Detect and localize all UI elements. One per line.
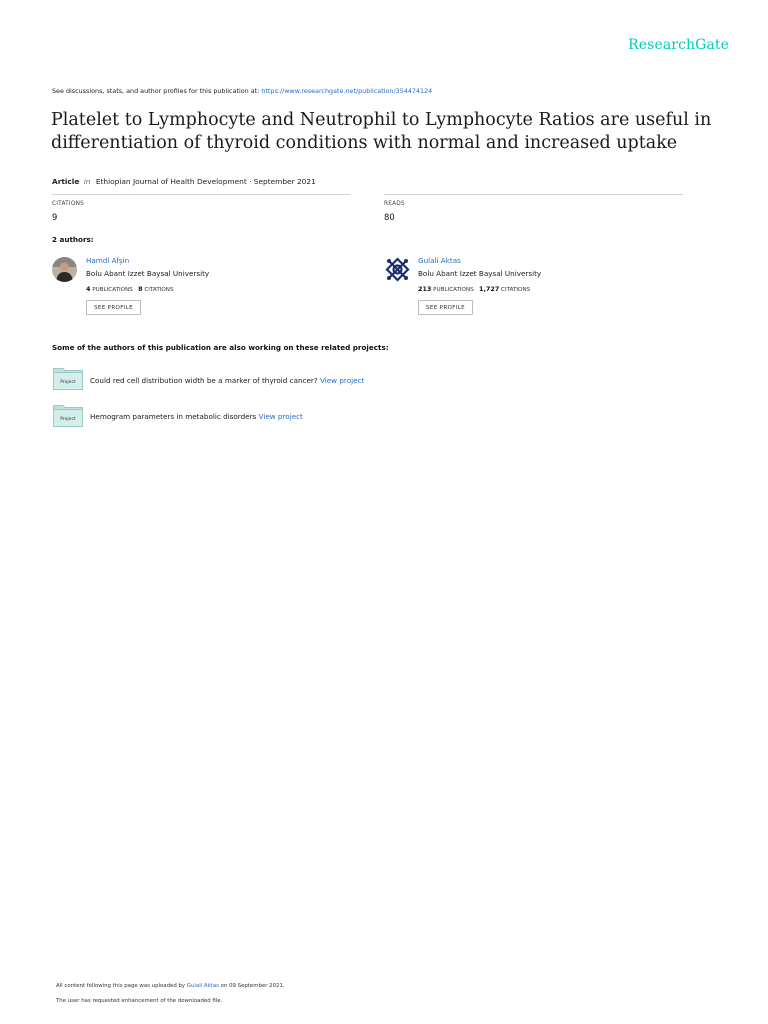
reads-label: READS xyxy=(384,201,405,207)
author-name-link[interactable]: Gulali Aktas xyxy=(418,256,461,265)
project-title: Hemogram parameters in metabolic disorders xyxy=(90,412,257,421)
author-citations-count: 1,727 xyxy=(479,285,500,293)
uploader-link[interactable]: Gulali Aktas xyxy=(186,983,219,989)
authors-heading: 2 authors: xyxy=(52,235,94,244)
see-profile-button[interactable]: SEE PROFILE xyxy=(86,300,141,315)
see-profile-button[interactable]: SEE PROFILE xyxy=(418,300,473,315)
person-photo-icon xyxy=(52,257,77,282)
project-icon-label: Project xyxy=(60,417,76,422)
upload-note xyxy=(56,983,285,989)
project-folder-icon xyxy=(53,403,83,427)
upload-suffix: on 09 September 2021. xyxy=(218,983,285,989)
author-stats xyxy=(418,285,530,293)
publication-title: Platelet to Lymphocyte and Neutrophil to Lymphocyte Ratios are useful in differentiation of thyroid conditions with normal and increased uptake xyxy=(51,110,712,153)
author-affiliation: Bolu Abant Izzet Baysal University xyxy=(86,269,210,278)
author-publications-count: 4 xyxy=(86,285,91,293)
publication-url-link[interactable]: https://www.researchgate.net/publication/354474124 xyxy=(261,87,433,95)
author-name-link[interactable]: Hamdi Afşin xyxy=(86,256,130,265)
citations-label-small: CITATIONS xyxy=(501,287,531,293)
in-label: in xyxy=(83,177,91,186)
citations-label: CITATIONS xyxy=(52,201,84,207)
author-avatar-logo[interactable] xyxy=(385,257,410,282)
citations-value: 9 xyxy=(52,212,58,222)
citations-divider xyxy=(52,194,350,195)
reads-value: 80 xyxy=(384,212,395,222)
view-project-link[interactable]: View project xyxy=(258,412,303,421)
publications-label: PUBLICATIONS xyxy=(433,287,474,293)
author-affiliation: Bolu Abant Izzet Baysal University xyxy=(418,269,542,278)
enhancement-note: The user has requested enhancement of the downloaded file. xyxy=(56,998,223,1004)
note-prefix: See discussions, stats, and author profiles for this publication at: xyxy=(52,87,262,95)
citations-label-small: CITATIONS xyxy=(144,287,174,293)
project-icon-label: Project xyxy=(60,380,76,385)
author-citations-count: 8 xyxy=(138,285,143,293)
author-stats xyxy=(86,285,174,293)
project-item xyxy=(90,376,364,385)
view-project-link[interactable]: View project xyxy=(320,376,365,385)
author-avatar-photo[interactable] xyxy=(52,257,77,282)
related-projects-heading: Some of the authors of this publication are also working on these related projects: xyxy=(52,343,389,352)
upload-prefix: All content following this page was uploaded by xyxy=(56,983,187,989)
project-item xyxy=(90,412,303,421)
publication-type: Article xyxy=(52,177,80,186)
knot-logo-icon xyxy=(385,257,410,282)
researchgate-logo[interactable]: ResearchGate xyxy=(628,37,729,53)
reads-divider xyxy=(384,194,683,195)
publication-link-note xyxy=(52,87,432,95)
publication-meta xyxy=(52,177,316,186)
project-title: Could red cell distribution width be a marker of thyroid cancer? xyxy=(90,376,318,385)
author-publications-count: 213 xyxy=(418,285,432,293)
publications-label: PUBLICATIONS xyxy=(92,287,133,293)
publication-venue: Ethiopian Journal of Health Development · September 2021 xyxy=(95,177,316,186)
project-folder-icon xyxy=(53,366,83,390)
